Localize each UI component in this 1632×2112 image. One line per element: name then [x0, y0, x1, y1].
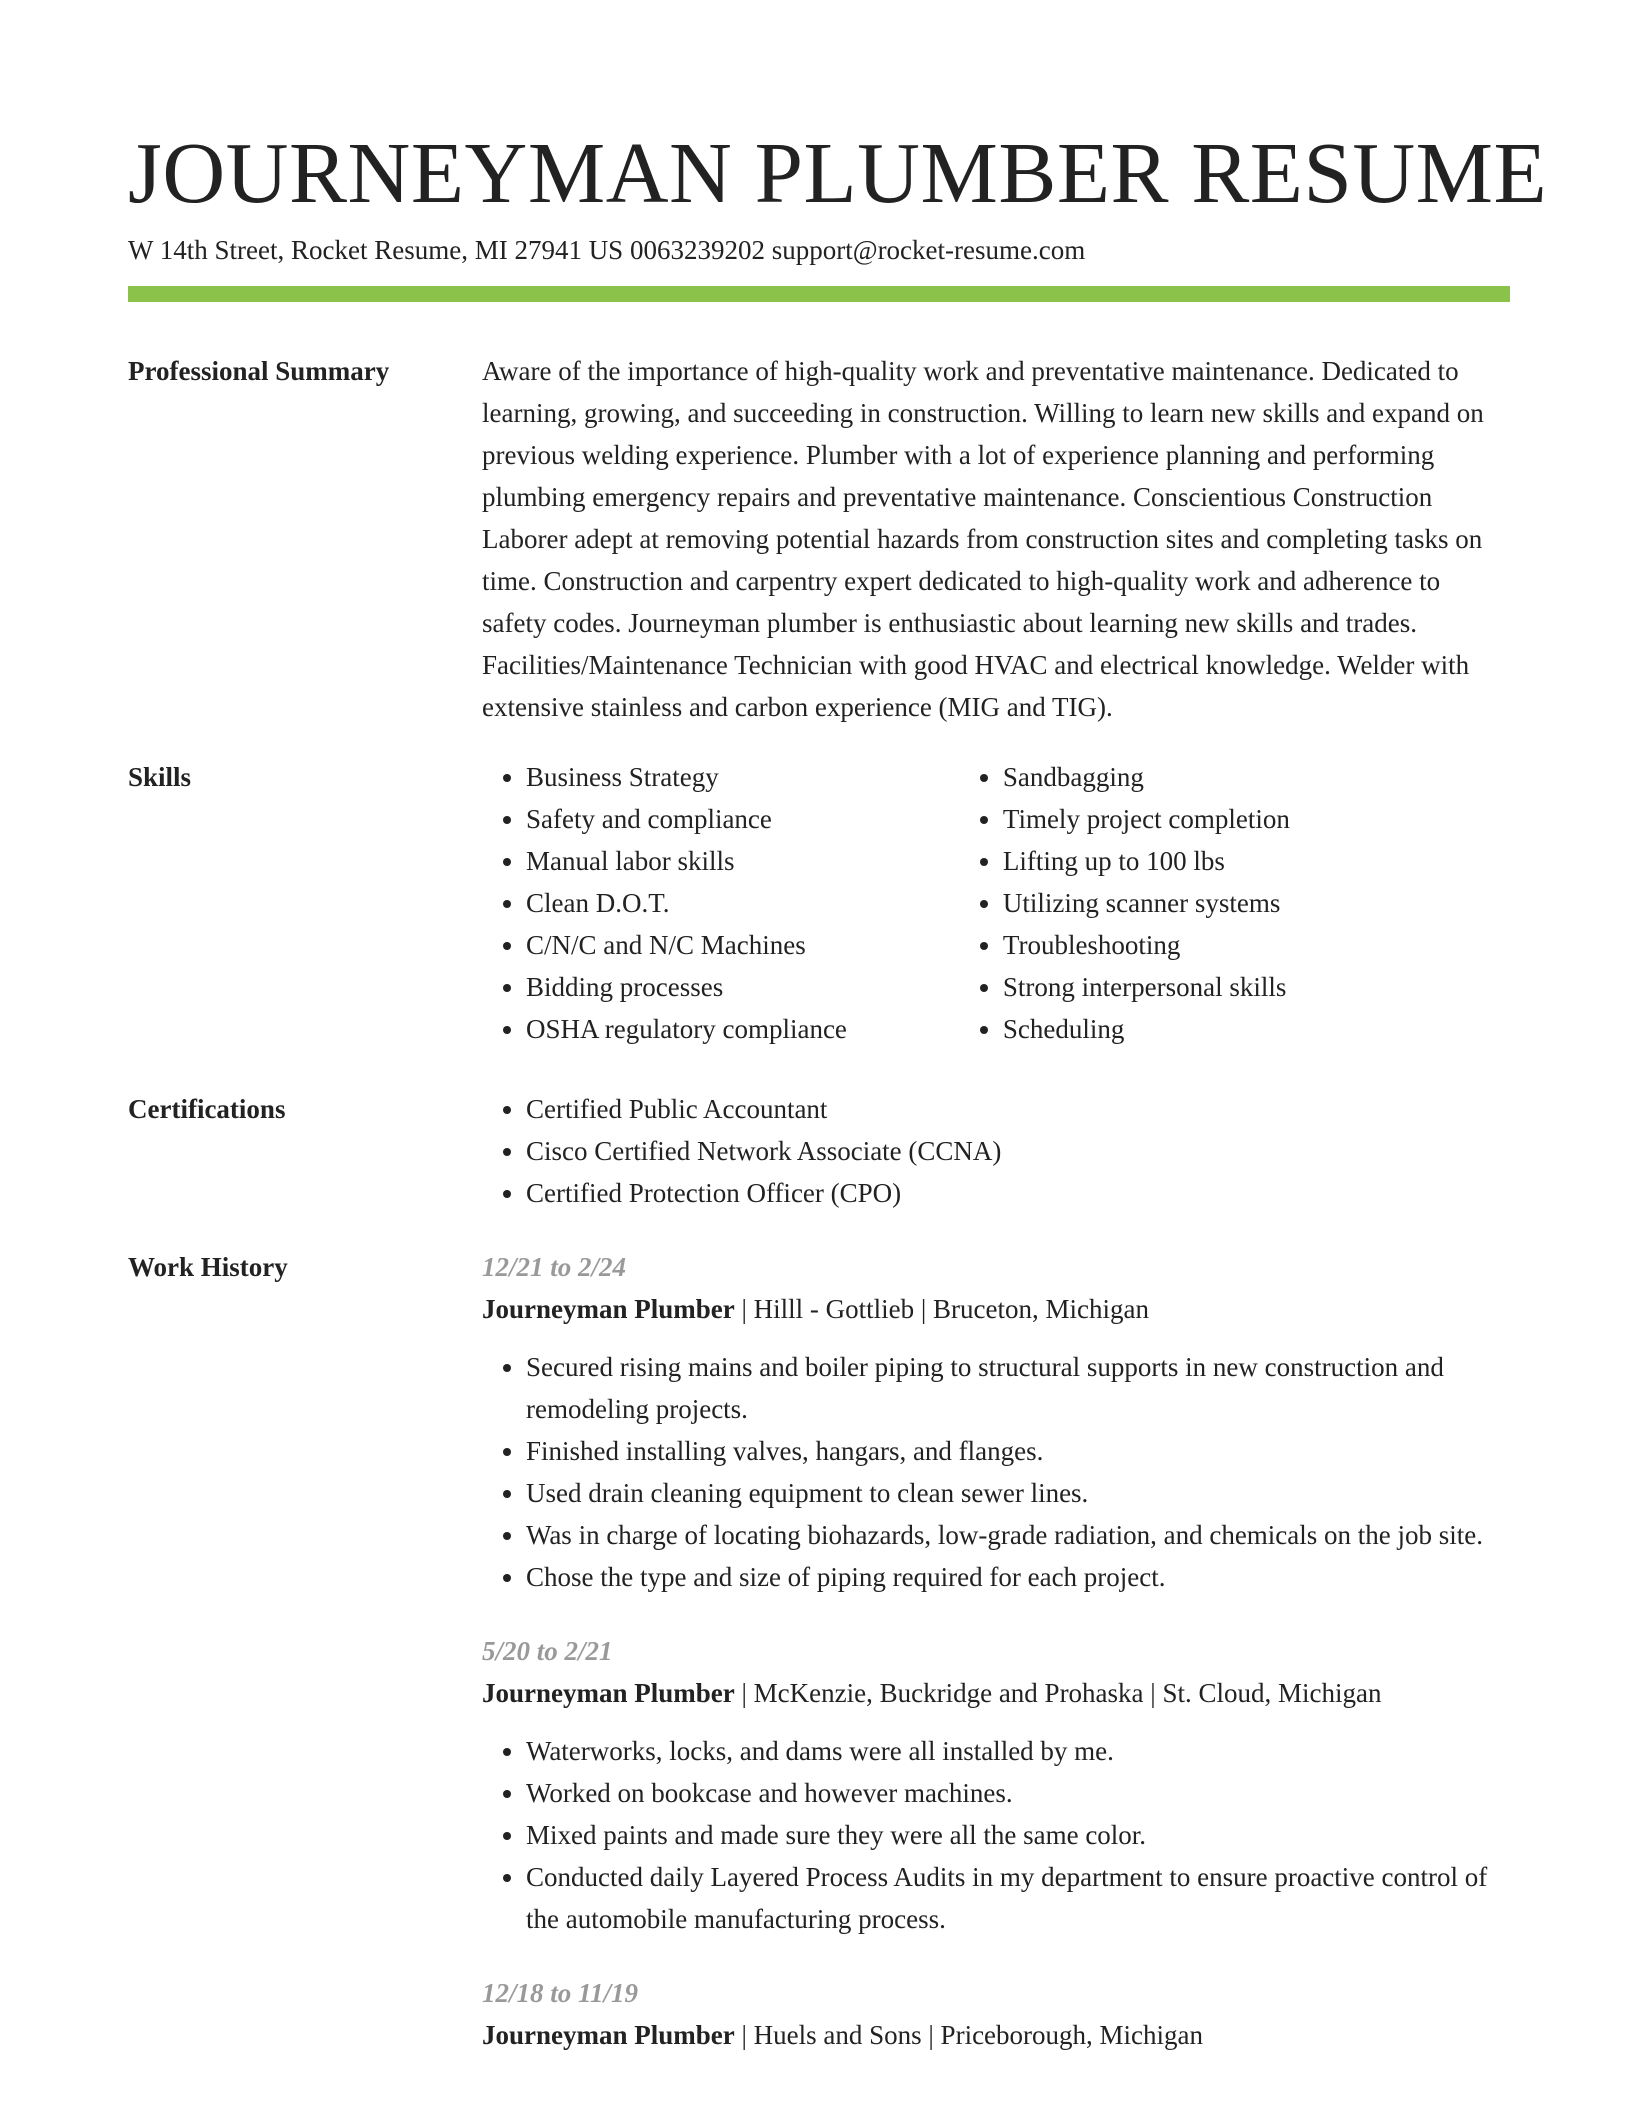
job-entry	[482, 1972, 1510, 2056]
skill-item: • OSHA regulatory compliance	[526, 1008, 959, 1050]
work-history-heading: Work History	[128, 1252, 288, 1282]
job-title-line	[482, 1672, 1510, 1714]
job-dates: 12/21 to 2/24	[482, 1252, 627, 1282]
certifications-list	[482, 1088, 1510, 1214]
certification-item: • Certified Public Accountant	[526, 1088, 1510, 1130]
skills-heading: Skills	[128, 762, 192, 792]
job-details: | McKenzie, Buckridge and Prohaska | St. Cloud, Michigan	[734, 1678, 1382, 1708]
skill-item: • Troubleshooting	[1003, 924, 1510, 966]
job-dates: 5/20 to 2/21	[482, 1636, 613, 1666]
skill-item: • Strong interpersonal skills	[1003, 966, 1510, 1008]
skill-item: • Scheduling	[1003, 1008, 1510, 1050]
job-details: | Hilll - Gottlieb | Bruceton, Michigan	[734, 1294, 1149, 1324]
skill-item: • Manual labor skills	[526, 840, 959, 882]
work-history-body	[482, 1246, 1510, 2088]
skill-item: • Lifting up to 100 lbs	[1003, 840, 1510, 882]
skill-item: • Clean D.O.T.	[526, 882, 959, 924]
job-title-line	[482, 2014, 1510, 2056]
job-role: Journeyman Plumber	[482, 1678, 735, 1708]
job-bullets	[482, 1346, 1510, 1598]
job-bullet: • Used drain cleaning equipment to clean sewer lines.	[526, 1472, 1510, 1514]
skill-item: • Utilizing scanner systems	[1003, 882, 1510, 924]
job-bullet: • Chose the type and size of piping required for each project.	[526, 1556, 1510, 1598]
summary-heading: Professional Summary	[128, 356, 390, 386]
summary-body	[482, 350, 1510, 728]
job-bullets	[482, 1730, 1510, 1940]
summary-text: Aware of the importance of high-quality work and preventative maintenance. Dedicated to learning, growing, and succeeding in construction. Willing to learn new skills and expand on previous welding experience. Plumber with a lot of experience planning and performing plumbing emergency repairs and preventative maintenance. Conscientious Construction Laborer adept at removing potential hazards from construction sites and completing tasks on time. Construction and carpentry expert dedicated to high-quality work and adherence to safety codes. Journeyman plumber is enthusiastic about learning new skills and trades. Facilities/Maintenance Technician with good HVAC and electrical knowledge. Welder with extensive stainless and carbon experience (MIG and TIG).	[482, 356, 1484, 722]
skill-item: • Bidding processes	[526, 966, 959, 1008]
job-title-line	[482, 1288, 1510, 1330]
job-entry	[482, 1630, 1510, 1940]
certification-item: • Certified Protection Officer (CPO)	[526, 1172, 1510, 1214]
skill-item: • C/N/C and N/C Machines	[526, 924, 959, 966]
certification-item: • Cisco Certified Network Associate (CCNA)	[526, 1130, 1510, 1172]
job-dates: 12/18 to 11/19	[482, 1978, 639, 2008]
skills-body	[482, 756, 1510, 1050]
job-bullet: • Mixed paints and made sure they were all the same color.	[526, 1814, 1510, 1856]
certifications-body	[482, 1088, 1510, 1214]
job-bullet: • Conducted daily Layered Process Audits in my department to ensure proactive control of the automobile manufacturing process.	[526, 1856, 1510, 1940]
job-entry	[482, 1246, 1510, 1598]
job-role: Journeyman Plumber	[482, 2020, 735, 2050]
job-bullet: • Finished installing valves, hangars, and flanges.	[526, 1430, 1510, 1472]
job-bullet: • Waterworks, locks, and dams were all installed by me.	[526, 1730, 1510, 1772]
skill-item: • Safety and compliance	[526, 798, 959, 840]
certifications-heading: Certifications	[128, 1094, 286, 1124]
job-details: | Huels and Sons | Priceborough, Michigan	[734, 2020, 1204, 2050]
job-bullet: • Worked on bookcase and however machines.	[526, 1772, 1510, 1814]
skills-list-right	[959, 756, 1510, 1050]
skills-list-left	[482, 756, 959, 1050]
job-bullet: • Secured rising mains and boiler piping to structural supports in new construction and remodeling projects.	[526, 1346, 1510, 1430]
skill-item: • Timely project completion	[1003, 798, 1510, 840]
header-divider	[128, 286, 1510, 302]
skill-item: • Business Strategy	[526, 756, 959, 798]
job-bullet: • Was in charge of locating biohazards, low-grade radiation, and chemicals on the job site.	[526, 1514, 1510, 1556]
contact-info: W 14th Street, Rocket Resume, MI 27941 US 0063239202 support@rocket-resume.com	[128, 235, 1086, 265]
skill-item: • Sandbagging	[1003, 756, 1510, 798]
resume-title: JOURNEYMAN PLUMBER RESUME	[128, 124, 1548, 221]
job-role: Journeyman Plumber	[482, 1294, 735, 1324]
